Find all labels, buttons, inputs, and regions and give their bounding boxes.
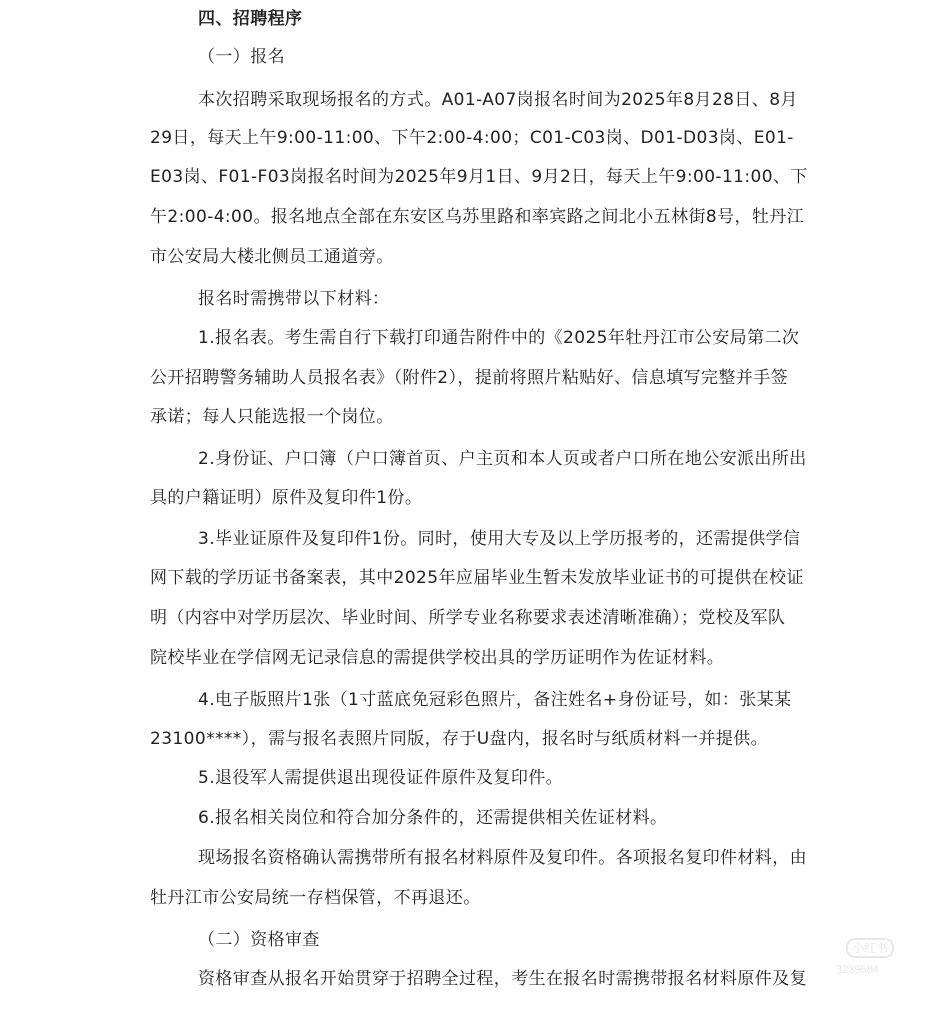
list-item: 6.报名相关岗位和符合加分条件的，还需提供相关佐证材料。	[198, 808, 668, 828]
text-line: 具的户籍证明）原件及复印件1份。	[150, 488, 423, 508]
text-line: 本次招聘采取现场报名的方式。A01-A07岗报名时间为2025年8月28日、8月	[198, 90, 798, 110]
text-line: 报名时需携带以下材料：	[198, 289, 390, 309]
text-line: 现场报名资格确认需携带所有报名材料原件及复印件。各项报名复印件材料，由	[198, 848, 807, 868]
text-line: 市公安局大楼北侧员工通道旁。	[150, 247, 394, 267]
list-item: 5.退役军人需提供退出现役证件原件及复印件。	[198, 768, 564, 788]
watermark	[836, 938, 906, 986]
text-line: 牡丹江市公安局统一存档保管，不再退还。	[150, 888, 481, 908]
text-line: 23100****），需与报名表照片同版，存于U盘内，报名时与纸质材料一并提供。	[150, 729, 769, 749]
watermark-id: 3239584	[836, 964, 879, 976]
subsection-heading-qualification: （二）资格审查	[198, 930, 320, 950]
text-line: 院校毕业在学信网无记录信息的需提供学校出具的学历证明作为佐证材料。	[150, 648, 725, 668]
list-item: 1.报名表。考生需自行下载打印通告附件中的《2025年牡丹江市公安局第二次	[198, 328, 800, 348]
section-heading: 四、招聘程序	[198, 9, 303, 29]
list-item: 2.身份证、户口簿（户口簿首页、户主页和本人页或者户口所在地公安派出所出	[198, 449, 807, 469]
text-line: 明（内容中对学历层次、毕业时间、所学专业名称要求表述清晰准确）；党校及军队	[150, 608, 786, 628]
text-line: 29日，每天上午9:00-11:00、下午2:00-4:00；C01-C03岗、D01-D03岗、E01-	[150, 128, 794, 148]
list-item: 3.毕业证原件及复印件1份。同时，使用大专及以上学历报考的，还需提供学信	[198, 529, 801, 549]
text-line: 网下载的学历证书备案表，其中2025年应届毕业生暂未发放毕业证书的可提供在校证	[150, 568, 804, 588]
text-line: 公开招聘警务辅助人员报名表》（附件2），提前将照片粘贴好、信息填写完整并手签	[150, 368, 789, 388]
text-line: 承诺；每人只能选报一个岗位。	[150, 407, 394, 427]
watermark-logo: 小红书	[846, 938, 894, 958]
list-item: 4.电子版照片1张（1寸蓝底免冠彩色照片，备注姓名+身份证号，如：张某某	[198, 690, 792, 710]
text-line: 资格审查从报名开始贯穿于招聘全过程，考生在报名时需携带报名材料原件及复	[198, 969, 807, 989]
text-line: E03岗、F01-F03岗报名时间为2025年9月1日、9月2日，每天上午9:00-11:00、下	[150, 167, 808, 187]
subsection-heading-registration: （一）报名	[198, 47, 285, 67]
text-line: 午2:00-4:00。报名地点全部在东安区乌苏里路和率宾路之间北小五林街8号，牡丹江	[150, 207, 805, 227]
